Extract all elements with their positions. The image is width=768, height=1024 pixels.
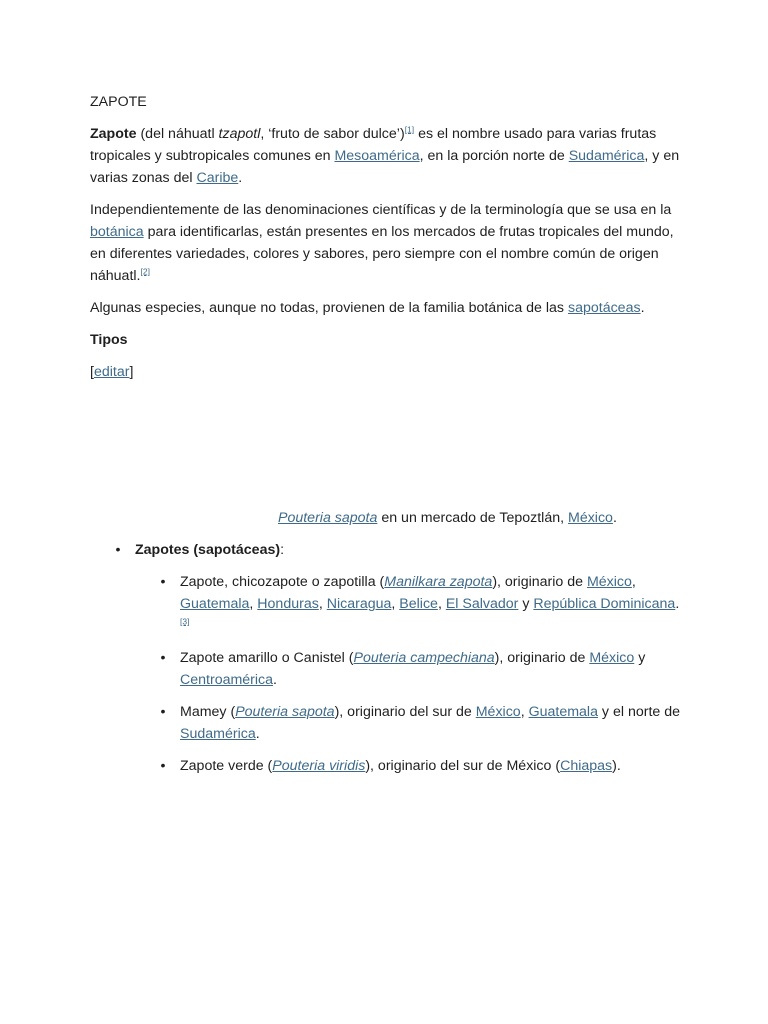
item-text: Zapote verde (: [180, 758, 273, 774]
link-mexico[interactable]: México: [586, 574, 632, 590]
paragraph-text: para identificarlas, están presentes en los mercados de frutas tropicales del mundo, en diferentes variedades, colores y sabores, pero siempre con el nombre común de origen náhuatl.: [90, 224, 674, 284]
list-item-group: [90, 539, 680, 777]
link-chiapas[interactable]: Chiapas: [560, 758, 613, 774]
bullet-icon: •: [160, 704, 166, 720]
caption-text: en un mercado de Tepoztlán,: [377, 510, 568, 526]
separator: ,: [249, 596, 258, 612]
separator: ,: [437, 596, 446, 612]
group-colon: :: [280, 542, 285, 558]
separator: y: [634, 650, 646, 666]
intro-text: , en la porción norte de: [419, 148, 569, 164]
reference-link-1[interactable]: [1]: [404, 124, 415, 135]
list-item: [135, 647, 680, 691]
intro-text: es el nombre usado para varias frutas tropicales y subtropicales comunes en: [90, 126, 657, 164]
species-link[interactable]: [384, 574, 492, 590]
link-mexico[interactable]: México: [589, 650, 635, 666]
species-link[interactable]: [235, 704, 334, 720]
link-centroamerica[interactable]: Centroamérica: [180, 672, 274, 688]
link-belice[interactable]: Belice: [399, 596, 438, 612]
list-item: [135, 571, 680, 637]
item-end: ).: [612, 758, 621, 774]
image-caption: [90, 507, 680, 529]
link-sapotaceas[interactable]: sapotáceas: [567, 300, 641, 316]
intro-text: , ‘fruto de sabor dulce’): [260, 126, 405, 142]
separator: ,: [391, 596, 400, 612]
item-end: .: [675, 596, 680, 612]
edit-section: [90, 361, 680, 383]
caption-text: .: [612, 510, 617, 526]
separator: y: [518, 596, 534, 612]
link-sudamerica[interactable]: Sudamérica: [568, 148, 645, 164]
link-sudamerica[interactable]: Sudamérica: [180, 726, 256, 742]
item-text: Mamey (: [180, 704, 236, 720]
link-caribe[interactable]: Caribe: [196, 170, 239, 186]
species-italic: Manilkara zapota: [384, 574, 493, 590]
link-mexico[interactable]: México: [475, 704, 521, 720]
caption-species-italic: Pouteria sapota: [278, 510, 378, 526]
intro-text: (del náhuatl: [136, 126, 219, 142]
species-list: [135, 571, 680, 777]
item-end: .: [273, 672, 277, 688]
intro-text: .: [238, 170, 243, 186]
document-title: ZAPOTE: [90, 94, 147, 110]
separator: ,: [631, 574, 636, 590]
caption-link-mexico[interactable]: México: [568, 510, 613, 526]
link-guatemala[interactable]: Guatemala: [180, 596, 250, 612]
article-body: [90, 91, 680, 787]
edit-link[interactable]: editar: [93, 364, 130, 380]
paragraph-text: Independientemente de las denominaciones científicas y de la terminología que se usa en la: [90, 202, 672, 218]
link-honduras[interactable]: Honduras: [257, 596, 319, 612]
botany-paragraph: [90, 199, 680, 287]
species-link[interactable]: [353, 650, 494, 666]
section-heading: Tipos: [90, 332, 128, 348]
link-republica-dominicana[interactable]: República Dominicana: [533, 596, 676, 612]
intro-text: , y en varias zonas del: [90, 148, 680, 186]
species-italic: Pouteria viridis: [272, 758, 366, 774]
intro-paragraph: [90, 123, 680, 189]
link-nicaragua[interactable]: Nicaragua: [326, 596, 392, 612]
item-text: ), originario del sur de México (: [365, 758, 561, 774]
paragraph-text: Algunas especies, aunque no todas, provienen de la familia botánica de las: [90, 300, 568, 316]
list-item: [135, 755, 680, 777]
etymology-word: tzapotl: [218, 126, 261, 142]
list-item: [135, 701, 680, 745]
bullet-icon: •: [115, 542, 121, 558]
types-list: [90, 539, 680, 777]
species-italic: Pouteria sapota: [235, 704, 335, 720]
link-mesoamerica[interactable]: Mesoamérica: [334, 148, 420, 164]
term-bold: Zapote: [90, 126, 137, 142]
family-paragraph: [90, 297, 680, 319]
separator: ,: [318, 596, 327, 612]
caption-species-link[interactable]: [278, 510, 377, 526]
separator: y el norte de: [597, 704, 681, 720]
bullet-icon: •: [160, 650, 166, 666]
reference-link-2[interactable]: [2]: [140, 266, 150, 277]
separator: ,: [520, 704, 529, 720]
species-link[interactable]: [272, 758, 365, 774]
item-end: .: [255, 726, 260, 742]
link-el-salvador[interactable]: El Salvador: [445, 596, 519, 612]
item-text: ), originario del sur de: [334, 704, 476, 720]
item-text: ), originario de: [492, 574, 587, 590]
link-guatemala[interactable]: Guatemala: [528, 704, 598, 720]
group-label: Zapotes (sapotáceas): [135, 542, 281, 558]
species-italic: Pouteria campechiana: [353, 650, 495, 666]
bracket-open: [: [90, 364, 94, 380]
bracket-close: ]: [129, 364, 134, 380]
paragraph-text: .: [640, 300, 645, 316]
reference-link-3[interactable]: [3]: [180, 616, 190, 627]
item-text: ), originario de: [494, 650, 590, 666]
image-placeholder: [90, 393, 680, 507]
bullet-icon: •: [160, 574, 166, 590]
link-botanica[interactable]: botánica: [90, 224, 144, 240]
bullet-icon: •: [160, 758, 166, 774]
item-text: Zapote, chicozapote o zapotilla (: [180, 574, 385, 590]
item-text: Zapote amarillo o Canistel (: [180, 650, 354, 666]
